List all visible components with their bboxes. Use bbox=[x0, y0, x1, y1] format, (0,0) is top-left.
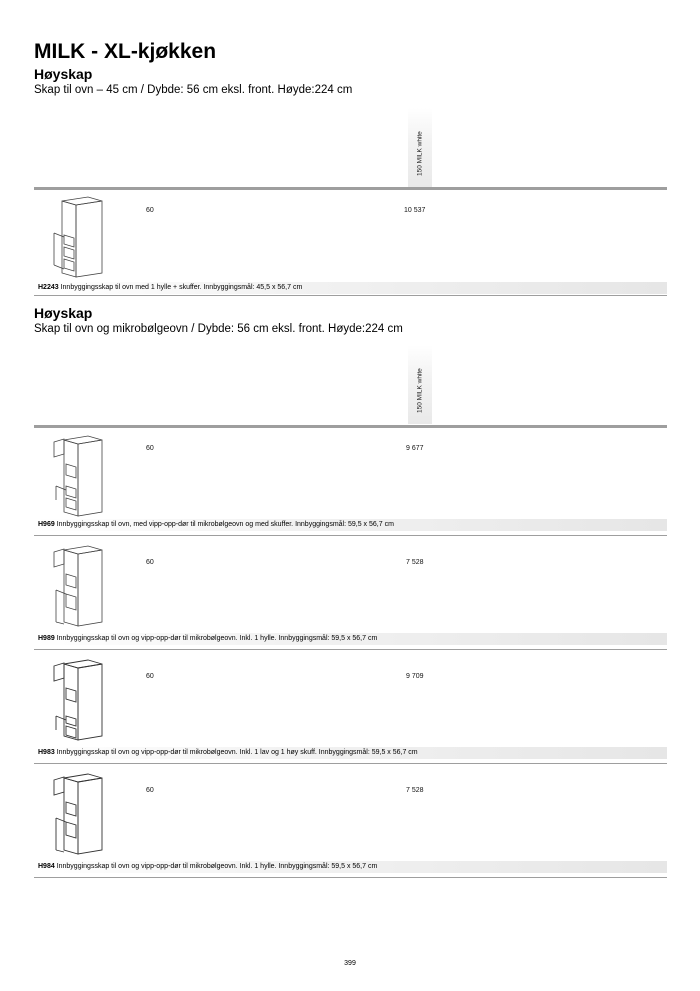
product-price: 9 677 bbox=[406, 445, 424, 452]
section-title: Høyskap bbox=[34, 305, 93, 321]
product-width: 60 bbox=[146, 787, 154, 794]
product-code: H969 bbox=[38, 521, 55, 528]
product-description-text: Innbyggingsskap til ovn og vipp-opp-dør til mikrobølgeovn. Inkl. 1 lav og 1 høy skuff. Innbyggingsmål: 59,5 x 56,7 cm bbox=[56, 749, 418, 756]
section-subtitle: Skap til ovn – 45 cm / Dybde: 56 cm eksl. front. Høyde:224 cm bbox=[34, 84, 353, 96]
section-subtitle: Skap til ovn og mikrobølgeovn / Dybde: 56 cm eksl. front. Høyde:224 cm bbox=[34, 323, 403, 335]
product-description-text: Innbyggingsskap til ovn og vipp-opp-dør til mikrobølgeovn. Inkl. 1 hylle. Innbyggingsmål: 59,5 x 56,7 cm bbox=[56, 635, 378, 642]
divider bbox=[34, 763, 667, 764]
product-description bbox=[34, 747, 667, 759]
product-width: 60 bbox=[146, 673, 154, 680]
page-title: MILK - XL-kjøkken bbox=[34, 40, 217, 63]
product-price: 7 528 bbox=[406, 787, 424, 794]
product-price: 9 709 bbox=[406, 673, 424, 680]
product-description bbox=[34, 519, 667, 531]
product-row bbox=[34, 430, 667, 525]
column-header-label: 150 MILK white bbox=[416, 368, 424, 413]
cabinet-illustration bbox=[44, 195, 104, 280]
column-header bbox=[408, 108, 432, 187]
product-code: H983 bbox=[38, 749, 55, 756]
product-row bbox=[34, 768, 667, 863]
product-row bbox=[34, 540, 667, 635]
cabinet-illustration bbox=[44, 772, 104, 857]
product-row bbox=[34, 192, 667, 295]
column-header-label: 150 MILK white bbox=[416, 131, 424, 176]
product-price: 7 528 bbox=[406, 559, 424, 566]
product-code: H989 bbox=[38, 635, 55, 642]
divider bbox=[34, 425, 667, 428]
section-title: Høyskap bbox=[34, 66, 93, 82]
product-code: H2243 bbox=[38, 284, 59, 291]
product-description bbox=[34, 861, 667, 873]
product-row bbox=[34, 654, 667, 749]
product-description bbox=[34, 633, 667, 645]
product-description-text: Innbyggingsskap til ovn med 1 hylle + skuffer. Innbyggingsmål: 45,5 x 56,7 cm bbox=[60, 284, 303, 291]
product-width: 60 bbox=[146, 445, 154, 452]
product-description-text: Innbyggingsskap til ovn og vipp-opp-dør til mikrobølgeovn. Inkl. 1 hylle. Innbyggingsmål: 59,5 x 56,7 cm bbox=[56, 863, 378, 870]
product-price: 10 537 bbox=[404, 207, 426, 214]
product-width: 60 bbox=[146, 207, 154, 214]
divider bbox=[34, 649, 667, 650]
cabinet-illustration bbox=[44, 544, 104, 629]
divider bbox=[34, 187, 667, 190]
page-number: 399 bbox=[344, 960, 356, 967]
column-header bbox=[408, 345, 432, 424]
divider bbox=[34, 535, 667, 536]
cabinet-illustration bbox=[44, 658, 104, 743]
divider bbox=[34, 877, 667, 878]
product-code: H984 bbox=[38, 863, 55, 870]
product-description-text: Innbyggingsskap til ovn, med vipp-opp-dør til mikrobølgeovn og med skuffer. Innbyggingsmål: 59,5 x 56,7 cm bbox=[56, 521, 394, 528]
cabinet-illustration bbox=[44, 434, 104, 519]
product-description bbox=[34, 282, 667, 294]
divider bbox=[34, 295, 667, 296]
product-width: 60 bbox=[146, 559, 154, 566]
